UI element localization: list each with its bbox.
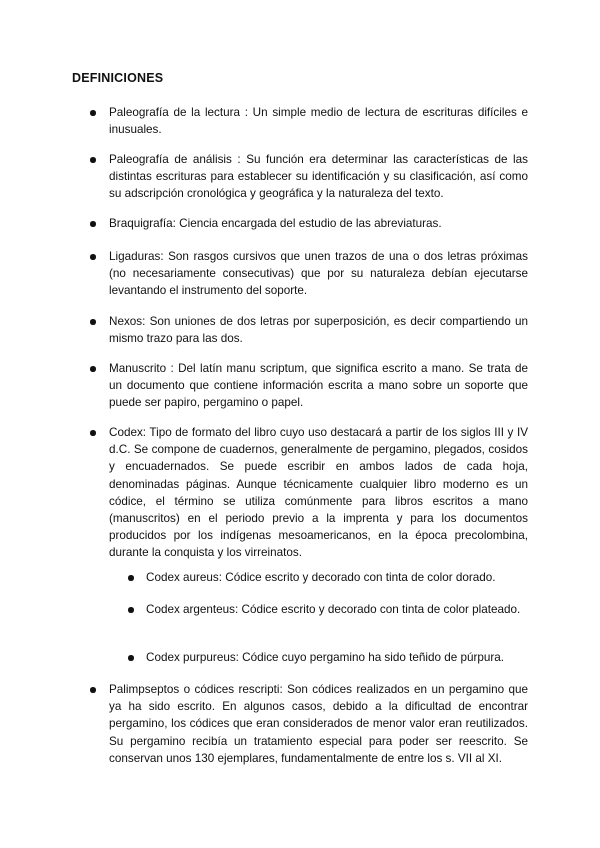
sub-definition-item: Codex aureus: Códice escrito y decorado con tinta de color dorado. <box>146 571 496 584</box>
definition-item: Manuscrito : Del latín manu scriptum, que significa escrito a mano. Se trata de un documento que contiene información escrita a mano sobre un soporte que puede ser papiro, pergamino o papel. <box>109 362 528 410</box>
definition-item: Ligaduras: Son rasgos cursivos que unen trazos de una o dos letras próximas (no necesariamente consecutivas) que por su naturaleza debían ejecutarse levantando el instrumento del soporte. <box>109 250 528 298</box>
definition-item: Paleografía de análisis : Su función era determinar las características de las distintas escrituras para establecer su identificación y su clasificación, así como su adscripción cronológica y geográfica y la naturaleza del texto. <box>109 153 528 201</box>
section-heading: DEFINICIONES <box>72 71 164 85</box>
sub-definition-item: Codex argenteus: Códice escrito y decorado con tinta de color plateado. <box>146 603 521 616</box>
bullet-icon <box>90 319 96 325</box>
bullet-icon <box>90 221 96 227</box>
bullet-icon <box>90 254 96 260</box>
bullet-icon <box>128 655 134 661</box>
bullet-icon <box>90 110 96 116</box>
bullet-icon <box>90 366 96 372</box>
bullet-icon <box>128 607 134 613</box>
bullet-icon <box>90 157 96 163</box>
bullet-icon <box>128 575 134 581</box>
definition-item: Nexos: Son uniones de dos letras por superposición, es decir compartiendo un mismo trazo para las dos. <box>109 315 528 346</box>
bullet-icon <box>90 430 96 436</box>
sub-definition-item: Codex purpureus: Códice cuyo pergamino ha sido teñido de púrpura. <box>146 651 504 664</box>
definition-item: Paleografía de la lectura : Un simple medio de lectura de escrituras difíciles e inusuales. <box>109 106 528 137</box>
bullet-icon <box>90 687 96 693</box>
definition-item: Palimpseptos o códices rescripti: Son códices realizados en un pergamino que ya ha sido escrito. En algunos casos, debido a la dificultad de encontrar pergamino, los códices que eran considerados de menor valor eran reutilizados. Su pergamino recibía un tratamiento especial para poder ser reescrito. Se conservan unos 130 ejemplares, fundamentalmente de entre los s. VII al XI. <box>109 683 528 765</box>
definition-item: Codex: Tipo de formato del libro cuyo uso destacará a partir de los siglos III y IV d.C. Se compone de cuadernos, generalmente de pergamino, plegados, cosidos y encuadernados. Se puede escribir en ambos lados de cada hoja, denominadas páginas. Aunque técnicamente cualquier libro moderno es un códice, el término se utiliza comúnmente para libros escritos a mano (manuscritos) en el periodo previo a la imprenta y para los documentos producidos por los indígenas mesoamericanos, en la época precolombina, durante la conquista y los virreinatos. <box>109 426 528 560</box>
definition-item: Braquigrafía: Ciencia encargada del estudio de las abreviaturas. <box>109 217 442 230</box>
